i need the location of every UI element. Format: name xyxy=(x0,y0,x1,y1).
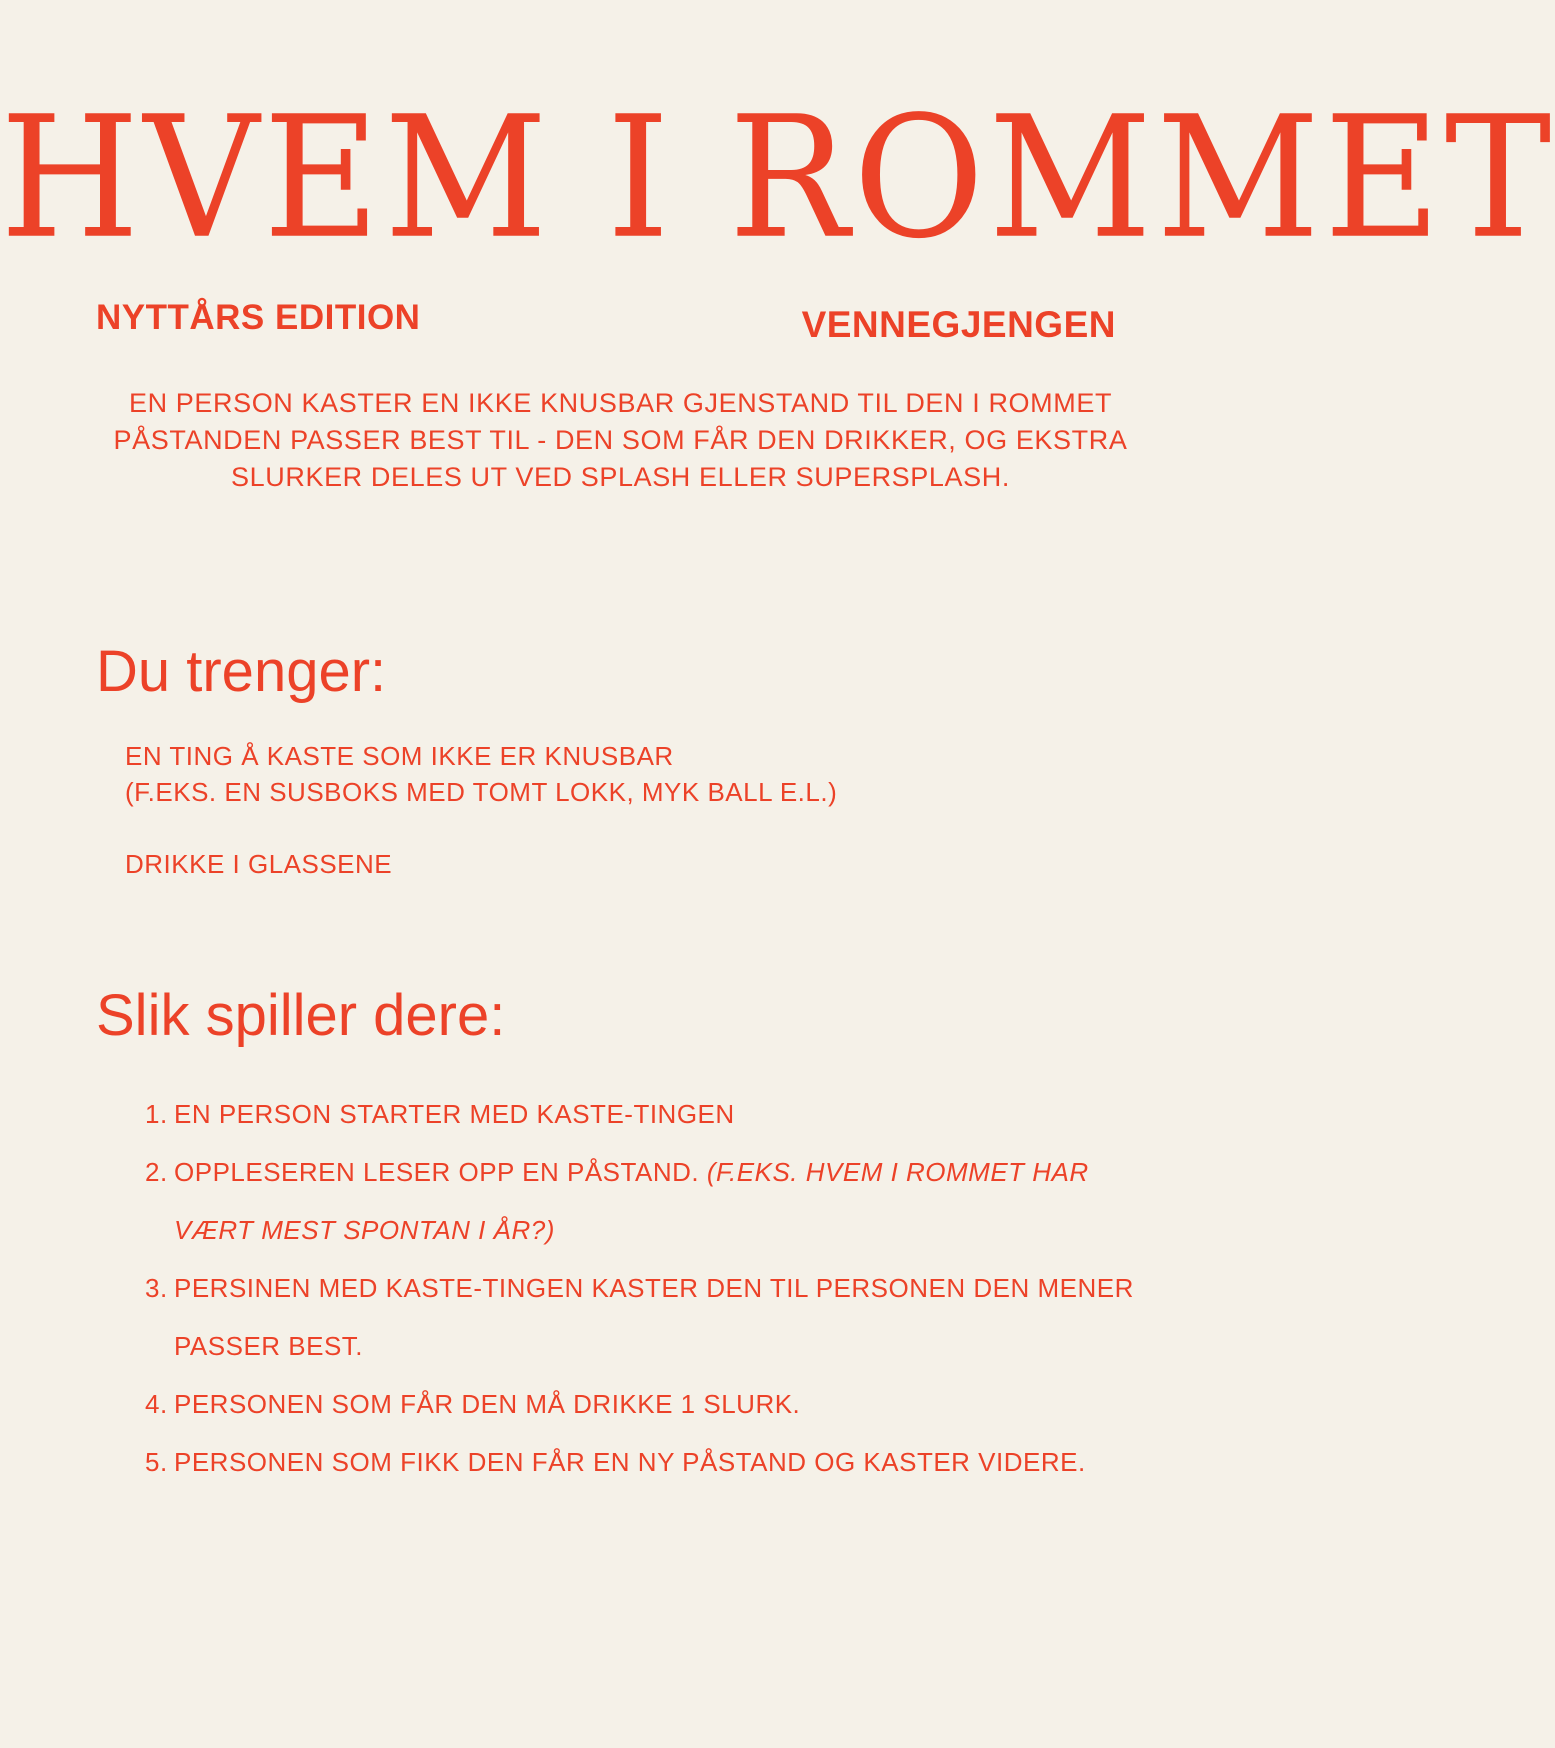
intro-text: EN PERSON KASTER EN IKKE KNUSBAR GJENSTAND TIL DEN I ROMMET PÅSTANDEN PASSER BEST TIL - DEN SOM FÅR DEN DRIKKER, OG EKSTRA SLURKER DELES UT VED SPLASH ELLER SUPERSPLASH. xyxy=(113,388,1128,492)
step-example: (F.EKS. HVEM I ROMMET HAR VÆRT MEST SPONTAN I ÅR?) xyxy=(174,1157,1089,1245)
edition-label: NYTTÅRS EDITION xyxy=(96,298,421,337)
need-item-2: DRIKKE I GLASSENE xyxy=(125,849,393,879)
step-text: PERSINEN MED KASTE-TINGEN KASTER DEN TIL PERSONEN DEN MENER PASSER BEST. xyxy=(174,1273,1134,1361)
step-number: 3. xyxy=(145,1273,168,1303)
need-heading: Du trenger: xyxy=(96,639,387,704)
step-text: PERSONEN SOM FÅR DEN MÅ DRIKKE 1 SLURK. xyxy=(174,1389,801,1419)
step-number: 2. xyxy=(145,1157,168,1187)
step-text: OPPLESEREN LESER OPP EN PÅSTAND. xyxy=(174,1157,700,1187)
group-label: VENNEGJENGEN xyxy=(801,304,1116,345)
step-number: 5. xyxy=(145,1447,168,1477)
steps-list xyxy=(125,1085,1155,1491)
step-number: 4. xyxy=(145,1389,168,1419)
step-text: EN PERSON STARTER MED KASTE-TINGEN xyxy=(174,1099,735,1129)
need-item-1-line-1: EN TING Å KASTE SOM IKKE ER KNUSBAR xyxy=(125,741,674,771)
page-title: HVEM I ROMMET xyxy=(0,79,1555,276)
step-number: 1. xyxy=(145,1099,168,1129)
step-item xyxy=(125,1433,1155,1491)
step-item xyxy=(125,1085,1155,1143)
play-heading: Slik spiller dere: xyxy=(96,983,506,1048)
step-text: PERSONEN SOM FIKK DEN FÅR EN NY PÅSTAND OG KASTER VIDERE. xyxy=(174,1447,1086,1477)
step-item xyxy=(125,1143,1155,1259)
step-item xyxy=(125,1375,1155,1433)
need-list xyxy=(125,738,837,882)
step-item xyxy=(125,1259,1155,1375)
need-item-1-line-2: (F.EKS. EN SUSBOKS MED TOMT LOKK, MYK BALL E.L.) xyxy=(125,777,838,807)
need-spacer xyxy=(125,810,837,846)
